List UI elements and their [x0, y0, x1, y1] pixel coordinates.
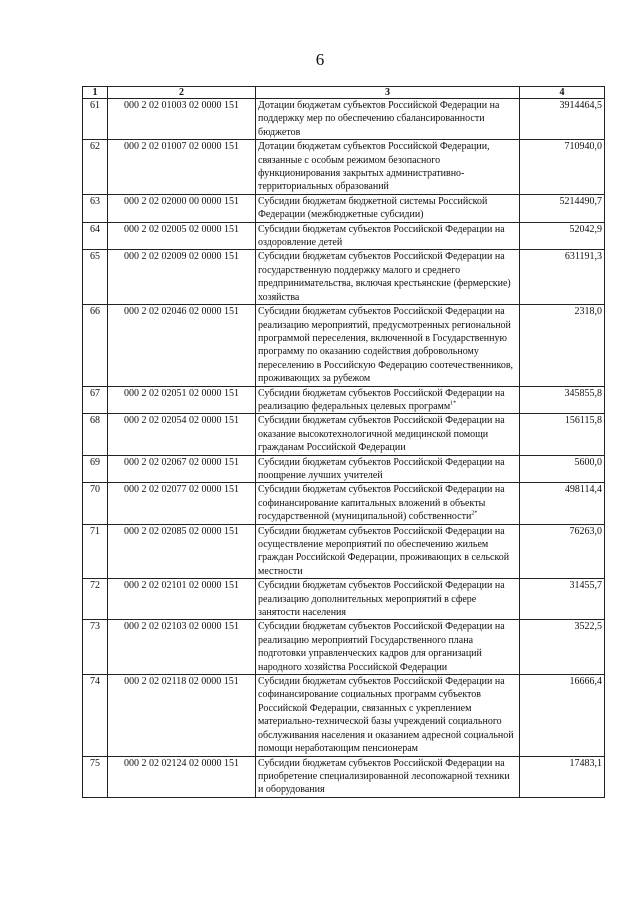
- column-header-1: 1: [83, 87, 108, 99]
- row-number: 62: [83, 140, 108, 195]
- budget-code: 000 2 02 02103 02 0000 151: [108, 620, 256, 675]
- description-text: Субсидии бюджетам субъектов Российской Федерации на оздоровление детей: [258, 223, 505, 249]
- description-text: Субсидии бюджетам субъектов Российской Федерации на софинансирование капитальных вложений в объекты государственной (муниципальной) собственности: [258, 484, 505, 523]
- table-row: [83, 194, 605, 222]
- table-row: [83, 386, 605, 414]
- budget-code: 000 2 02 02009 02 0000 151: [108, 250, 256, 305]
- amount: 31455,7: [520, 579, 605, 620]
- column-header-2: 2: [108, 87, 256, 99]
- table-body: [83, 99, 605, 798]
- table-row: [83, 222, 605, 250]
- amount: 498114,4: [520, 483, 605, 524]
- revenue-description: [256, 99, 520, 140]
- amount: 2318,0: [520, 305, 605, 386]
- budget-code: 000 2 02 02000 00 0000 151: [108, 194, 256, 222]
- amount: 16666,4: [520, 675, 605, 756]
- row-number: 70: [83, 483, 108, 524]
- amount: 5214490,7: [520, 194, 605, 222]
- table-row: [83, 99, 605, 140]
- revenue-description: [256, 414, 520, 455]
- row-number: 67: [83, 386, 108, 414]
- description-text: Субсидии бюджетам бюджетной системы Российской Федерации (межбюджетные субсидии): [258, 195, 488, 221]
- amount: 345855,8: [520, 386, 605, 414]
- description-text: Субсидии бюджетам субъектов Российской Федерации на софинансирование социальных программ субъектов Российской Федерации, связанных с укреплением материально-технической базы учреждений социального обслуживания населения и оказанием адресной социальной помощи неработающим пенсионерам: [258, 676, 514, 755]
- amount: 76263,0: [520, 524, 605, 579]
- table-row: [83, 140, 605, 195]
- table-header-row: [83, 87, 605, 99]
- budget-revenue-table: [82, 86, 605, 798]
- revenue-description: [256, 250, 520, 305]
- footnote-marker: 2*: [471, 510, 478, 517]
- budget-code: 000 2 02 02005 02 0000 151: [108, 222, 256, 250]
- description-text: Субсидии бюджетам субъектов Российской Федерации на оказание высокотехнологичной медицинской помощи гражданам Российской Федерации: [258, 415, 505, 454]
- amount: 631191,3: [520, 250, 605, 305]
- description-text: Субсидии бюджетам субъектов Российской Федерации на поощрение лучших учителей: [258, 456, 505, 481]
- column-header-4: 4: [520, 87, 605, 99]
- table-row: [83, 483, 605, 524]
- amount: 5600,0: [520, 455, 605, 483]
- revenue-description: [256, 194, 520, 222]
- budget-code: 000 2 02 02054 02 0000 151: [108, 414, 256, 455]
- revenue-description: [256, 579, 520, 620]
- table-row: [83, 524, 605, 579]
- revenue-description: [256, 455, 520, 483]
- row-number: 74: [83, 675, 108, 756]
- table-row: [83, 414, 605, 455]
- description-text: Субсидии бюджетам субъектов Российской Федерации на государственную поддержку малого и среднего предпринимательства, включая крестьянские (фермерские) хозяйства: [258, 251, 511, 303]
- row-number: 72: [83, 579, 108, 620]
- description-text: Субсидии бюджетам субъектов Российской Федерации на реализацию мероприятий Государственного плана подготовки управленческих кадров для организаций народного хозяйства Российской Федерации: [258, 621, 505, 673]
- revenue-description: [256, 756, 520, 797]
- amount: 3522,5: [520, 620, 605, 675]
- description-text: Субсидии бюджетам субъектов Российской Федерации на осуществление мероприятий по обеспечению жильем граждан Российской Федерации, проживающих в сельской местности: [258, 525, 510, 577]
- row-number: 75: [83, 756, 108, 797]
- table-row: [83, 455, 605, 483]
- description-text: Дотации бюджетам субъектов Российской Федерации на поддержку мер по обеспечению сбалансированности бюджетов: [258, 100, 500, 138]
- amount: 3914464,5: [520, 99, 605, 140]
- budget-code: 000 2 02 02067 02 0000 151: [108, 455, 256, 483]
- budget-code: 000 2 02 02101 02 0000 151: [108, 579, 256, 620]
- page-number: 6: [315, 50, 325, 69]
- amount: 156115,8: [520, 414, 605, 455]
- table-row: [83, 579, 605, 620]
- row-number: 66: [83, 305, 108, 386]
- row-number: 64: [83, 222, 108, 250]
- footnote-marker: 1*: [450, 400, 457, 407]
- revenue-description: [256, 222, 520, 250]
- revenue-description: [256, 305, 520, 386]
- table-row: [83, 305, 605, 386]
- description-text: Дотации бюджетам субъектов Российской Федерации, связанные с особым режимом безопасного функционирования закрытых административно-территориальных образований: [258, 141, 490, 193]
- column-header-3: 3: [256, 87, 520, 99]
- amount: 710940,0: [520, 140, 605, 195]
- revenue-description: [256, 675, 520, 756]
- row-number: 68: [83, 414, 108, 455]
- budget-code: 000 2 02 01003 02 0000 151: [108, 99, 256, 140]
- description-text: Субсидии бюджетам субъектов Российской Федерации на реализацию федеральных целевых программ: [258, 387, 505, 412]
- row-number: 61: [83, 99, 108, 140]
- row-number: 71: [83, 524, 108, 579]
- revenue-description: [256, 620, 520, 675]
- table-row: [83, 250, 605, 305]
- budget-code: 000 2 02 02085 02 0000 151: [108, 524, 256, 579]
- description-text: Субсидии бюджетам субъектов Российской Федерации на реализацию дополнительных мероприятий в сфере занятости населения: [258, 580, 505, 619]
- revenue-description: [256, 483, 520, 524]
- revenue-description: [256, 386, 520, 414]
- budget-code: 000 2 02 01007 02 0000 151: [108, 140, 256, 195]
- row-number: 63: [83, 194, 108, 222]
- budget-code: 000 2 02 02077 02 0000 151: [108, 483, 256, 524]
- table-row: [83, 620, 605, 675]
- table-row: [83, 675, 605, 756]
- budget-code: 000 2 02 02124 02 0000 151: [108, 756, 256, 797]
- table-row: [83, 756, 605, 797]
- row-number: 65: [83, 250, 108, 305]
- revenue-description: [256, 524, 520, 579]
- budget-code: 000 2 02 02051 02 0000 151: [108, 386, 256, 414]
- description-text: Субсидии бюджетам субъектов Российской Федерации на реализацию мероприятий, предусмотренных региональной программой переселения, включенной в Государственную программу по оказанию содействия добровольному переселению в Российскую Федерацию соотечественников, проживающих за рубежом: [258, 306, 514, 385]
- row-number: 69: [83, 455, 108, 483]
- description-text: Субсидии бюджетам субъектов Российской Федерации на приобретение специализированной лесопожарной техники и оборудования: [258, 757, 510, 796]
- amount: 17483,1: [520, 756, 605, 797]
- row-number: 73: [83, 620, 108, 675]
- budget-code: 000 2 02 02046 02 0000 151: [108, 305, 256, 386]
- revenue-description: [256, 140, 520, 195]
- amount: 52042,9: [520, 222, 605, 250]
- budget-code: 000 2 02 02118 02 0000 151: [108, 675, 256, 756]
